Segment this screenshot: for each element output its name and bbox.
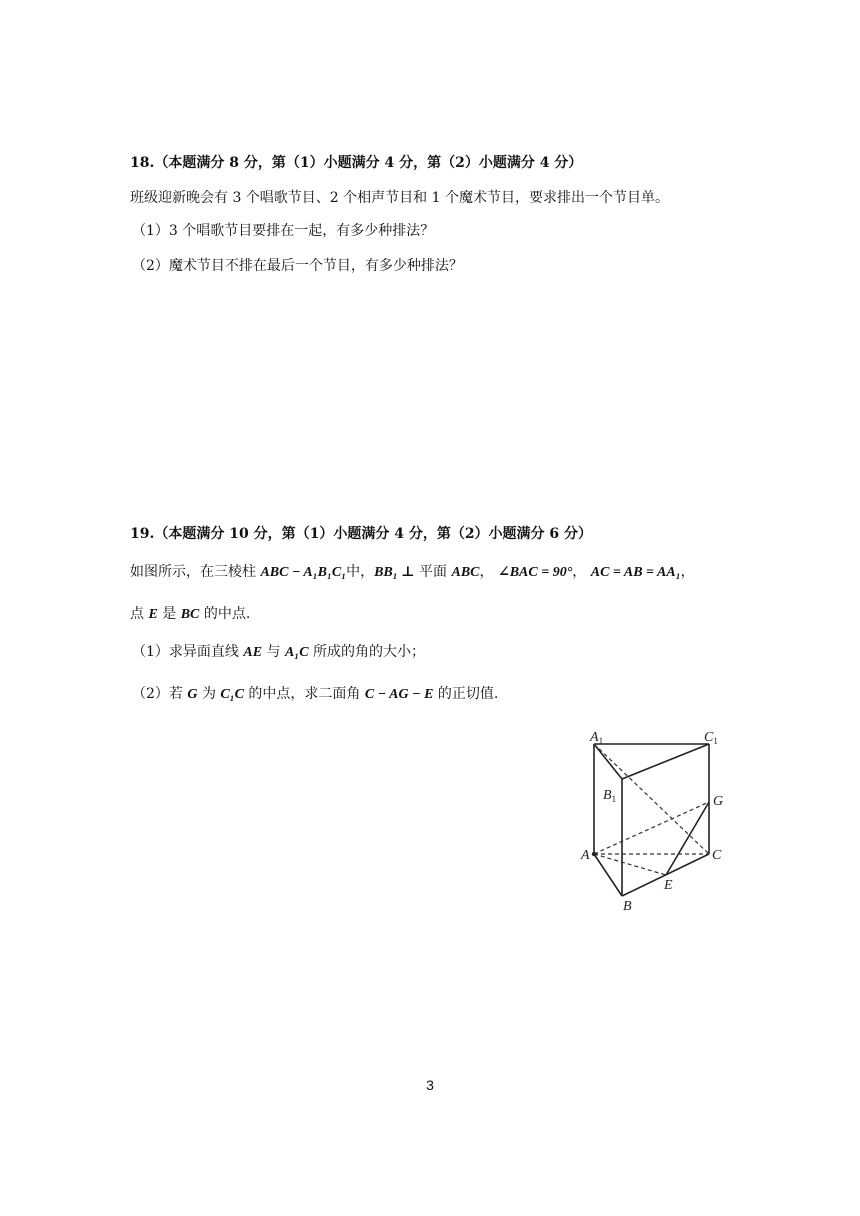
q19-stem: 如图所示，在三棱柱 ABC − A₁B₁C₁中，BB₁ ⊥ 平面 ABC， ∠BAC = 90°， AC = AB = AA₁，: [130, 564, 695, 580]
q19-part1-lead: （1）求异面直线: [132, 644, 239, 660]
q19-part2-tail: 的正切值.: [437, 686, 499, 702]
q19-part2-g: G: [187, 687, 198, 702]
edge-b1c1: [622, 744, 709, 779]
q19-point-line: [130, 603, 250, 623]
edge-ab: [594, 854, 622, 896]
q19-part2-for: 为: [201, 686, 216, 702]
label-c: C: [712, 848, 722, 863]
q19-part1-with: 与: [266, 644, 281, 660]
label-a1: $A_1$: [590, 730, 604, 746]
q19-part2-lead: （2）若: [132, 686, 183, 702]
prism-figure: [574, 724, 734, 914]
q18-header: 18.（本题满分 8 分，第（1）小题满分 4 分，第（2）小题满分 4 分）: [130, 155, 583, 171]
q19-plane: ABC: [451, 565, 480, 580]
q19-angle: ∠BAC = 90°: [497, 565, 573, 580]
q19-header: 19.（本题满分 10 分，第（1）小题满分 4 分，第（2）小题满分 6 分）: [130, 526, 593, 542]
q19-part1-ae: AE: [243, 645, 263, 660]
q19-point-mid: 是: [162, 606, 177, 622]
q18-part2: （2）魔术节目不排在最后一个节目，有多少种排法？: [132, 258, 463, 274]
q18-part1: （1）3 个唱歌节目要排在一起，有多少种排法？: [132, 223, 435, 239]
label-b: B: [623, 899, 632, 914]
q19-equal: AC = AB = AA₁: [590, 565, 681, 580]
q19-stem-mid2: 平面: [419, 564, 448, 580]
q19-point-tail: 的中点.: [203, 606, 251, 622]
prism-hidden-edges: [594, 744, 709, 875]
label-c1: $C_1$: [704, 730, 718, 746]
q19-part2-dihedral: C − AG − E: [364, 687, 434, 702]
prism-solid-edges: [594, 744, 709, 896]
q19-prism: ABC − A₁B₁C₁: [260, 565, 347, 580]
label-e: E: [664, 878, 673, 893]
edge-a1b1: [594, 744, 622, 779]
label-g: G: [713, 794, 724, 809]
page-number: 3: [426, 1077, 434, 1093]
q19-point-e: E: [148, 607, 158, 622]
edge-ag: [594, 802, 709, 854]
edge-ae: [594, 854, 666, 875]
q19-point-lead: 点: [130, 606, 144, 622]
label-b1: $B_1$: [603, 788, 617, 804]
q19-part1: [132, 641, 425, 661]
label-a: A: [581, 848, 590, 863]
q19-stem-mid1: 中，: [346, 564, 375, 580]
q19-perp: BB₁ ⊥: [374, 565, 415, 580]
q19-part1-tail: 所成的角的大小；: [312, 644, 425, 660]
q18-stem: 班级迎新晚会有 3 个唱歌节目、2 个相声节目和 1 个魔术节目，要求排出一个节目单。: [130, 190, 669, 206]
q19-part1-a1c: A₁C: [284, 645, 309, 660]
q19-stem-lead: 如图所示，在三棱柱: [130, 564, 256, 580]
vertex-a-dot: [592, 852, 596, 856]
q19-part2-mid: 的中点，求二面角: [248, 686, 361, 702]
q19-segment-bc: BC: [180, 607, 200, 622]
q19-part2-c1c: C₁C: [220, 687, 244, 702]
q19-part2: [132, 683, 498, 703]
